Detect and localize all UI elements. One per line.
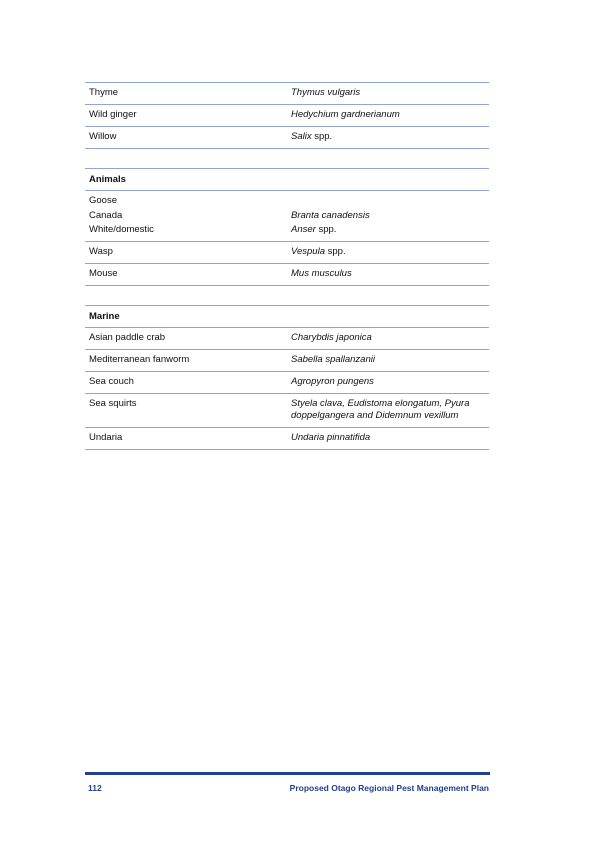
- row-divider: [85, 449, 489, 450]
- table-row: [85, 372, 489, 393]
- table-row: [85, 264, 489, 285]
- common-name: Goose: [89, 195, 117, 206]
- table-row: [85, 223, 489, 241]
- table-row: [85, 83, 489, 104]
- section-heading-label: Marine: [89, 310, 120, 322]
- common-name: White/domestic: [89, 224, 154, 235]
- scientific-name: Agropyron pungens: [291, 375, 374, 387]
- table-row: [85, 105, 489, 126]
- common-name: Thyme: [89, 87, 119, 98]
- section-heading-marine: [85, 306, 489, 327]
- common-name: Mediterranean fanworm: [89, 353, 190, 365]
- document-title: Proposed Otago Regional Pest Management Plan: [289, 783, 489, 793]
- section-heading-label: Animals: [89, 174, 126, 185]
- scientific-name: Charybdis japonica: [291, 331, 372, 343]
- common-name: Undaria: [89, 431, 123, 443]
- common-name: Canada: [89, 209, 123, 221]
- footer-rule: [85, 772, 490, 775]
- table-row: [85, 350, 489, 371]
- scientific-name: Sabella spallanzanii: [291, 353, 375, 365]
- table-row: [85, 127, 489, 148]
- common-name: Willow: [89, 131, 117, 142]
- section-heading-animals: [85, 169, 489, 190]
- spacer-row: [85, 149, 489, 168]
- table-row: [85, 394, 489, 427]
- common-name: Wasp: [89, 245, 113, 257]
- species-table: [85, 82, 489, 450]
- scientific-name: Branta canadensis: [291, 209, 370, 221]
- common-name: Sea couch: [89, 375, 134, 387]
- common-name: Wild ginger: [89, 109, 137, 120]
- scientific-name: Vespula spp.: [291, 245, 346, 257]
- spacer-row: [85, 286, 489, 305]
- scientific-name: Anser spp.: [291, 224, 337, 235]
- table-row: [85, 328, 489, 349]
- common-name: Mouse: [89, 267, 118, 279]
- table-row: [85, 209, 489, 224]
- table-row: [85, 242, 489, 263]
- scientific-name: Styela clava, Eudistoma elongatum, Pyura doppelgangera and Didemnum vexillum: [291, 397, 470, 421]
- scientific-name: Salix spp.: [291, 131, 333, 142]
- scientific-name: Undaria pinnatifida: [291, 431, 371, 443]
- goose-group-label: [85, 191, 489, 209]
- scientific-name: Mus musculus: [291, 267, 352, 279]
- page-number: 112: [88, 783, 102, 793]
- scientific-name: Hedychium gardnerianum: [291, 109, 400, 120]
- common-name: Asian paddle crab: [89, 331, 166, 343]
- table-row: [85, 428, 489, 449]
- common-name: Sea squirts: [89, 397, 137, 409]
- scientific-name: Thymus vulgaris: [291, 87, 361, 98]
